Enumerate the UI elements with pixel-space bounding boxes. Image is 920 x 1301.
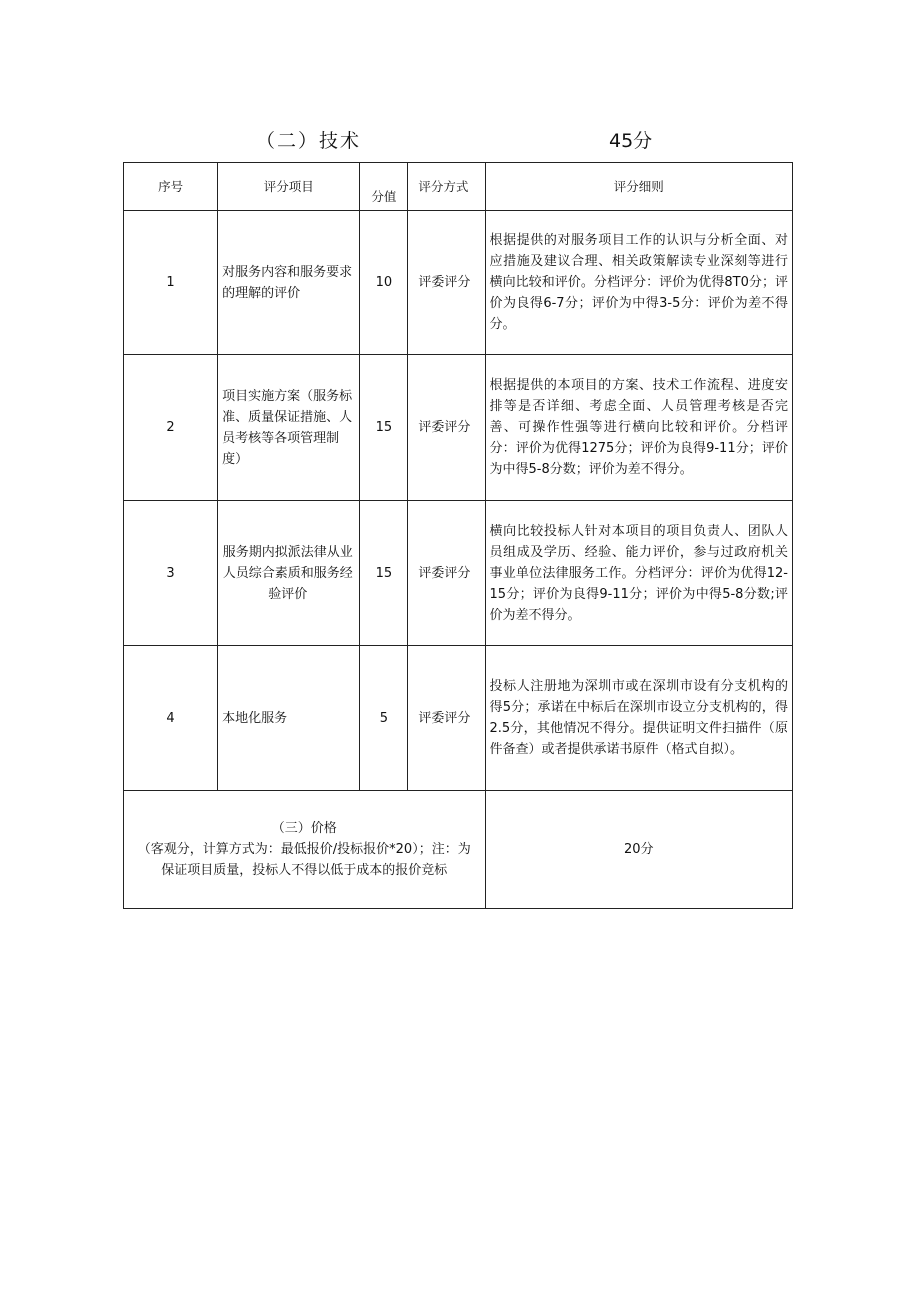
table-header-row [124,163,793,211]
price-description [124,791,486,909]
row-item: 项目实施方案（服务标准、质量保证措施、人员考核等各项管理制度） [218,355,360,501]
header-item: 评分项目 [218,163,360,211]
row-seq: 4 [124,646,218,791]
table-row [124,355,793,501]
row-value: 15 [360,355,408,501]
row-seq: 1 [124,211,218,355]
row-method: 评委评分 [408,211,485,355]
header-detail: 评分细则 [485,163,792,211]
row-detail: 投标人注册地为深圳市或在深圳市设有分支机构的得5分；承诺在中标后在深圳市设立分支机构的，得2.5分，其他情况不得分。提供证明文件扫描件（原件备查）或者提供承诺书原件（格式自拟）。 [485,646,792,791]
scoring-table [123,162,793,909]
row-detail: 根据提供的对服务项目工作的认识与分析全面、对应措施及建议合理、相关政策解读专业深刻等进行横向比较和评价。分档评分：评价为优得8T0分；评价为良得6-7分；评价为中得3-5分：评价为差不得分。 [485,211,792,355]
table-row [124,501,793,646]
row-value: 5 [360,646,408,791]
row-method: 评委评分 [408,355,485,501]
table-row [124,211,793,355]
price-score: 20分 [485,791,792,909]
header-method: 评分方式 [408,163,485,211]
row-method: 评委评分 [408,501,485,646]
row-value: 15 [360,501,408,646]
row-detail: 根据提供的本项目的方案、技术工作流程、进度安排等是否详细、考虑全面、人员管理考核是否完善、可操作性强等进行横向比较和评价。分档评分：评价为优得1275分；评价为良得9-11分；评价为中得5-8分数；评价为差不得分。 [485,355,792,501]
row-item: 对服务内容和服务要求的理解的评价 [218,211,360,355]
row-item: 本地化服务 [218,646,360,791]
header-value: 分值 [360,163,408,211]
row-detail: 横向比较投标人针对本项目的项目负责人、团队人员组成及学历、经验、能力评价，参与过政府机关事业单位法律服务工作。分档评分：评价为优得12-15分；评价为良得9-11分；评价为中得5-8分数;评价为差不得分。 [485,501,792,646]
section-score: 45分 [609,130,653,152]
price-title: （三）价格 [271,821,337,836]
header-seq: 序号 [124,163,218,211]
price-note: （客观分，计算方式为：最低报价/投标报价*20）；注：为保证项目质量，投标人不得以低于成本的报价竞标 [137,842,471,878]
row-seq: 2 [124,355,218,501]
row-value: 10 [360,211,408,355]
price-row [124,791,793,909]
row-method: 评委评分 [408,646,485,791]
row-item: 服务期内拟派法律从业人员综合素质和服务经验评价 [218,501,360,646]
row-seq: 3 [124,501,218,646]
table-row [124,646,793,791]
section-title: （二）技术 [256,130,362,152]
